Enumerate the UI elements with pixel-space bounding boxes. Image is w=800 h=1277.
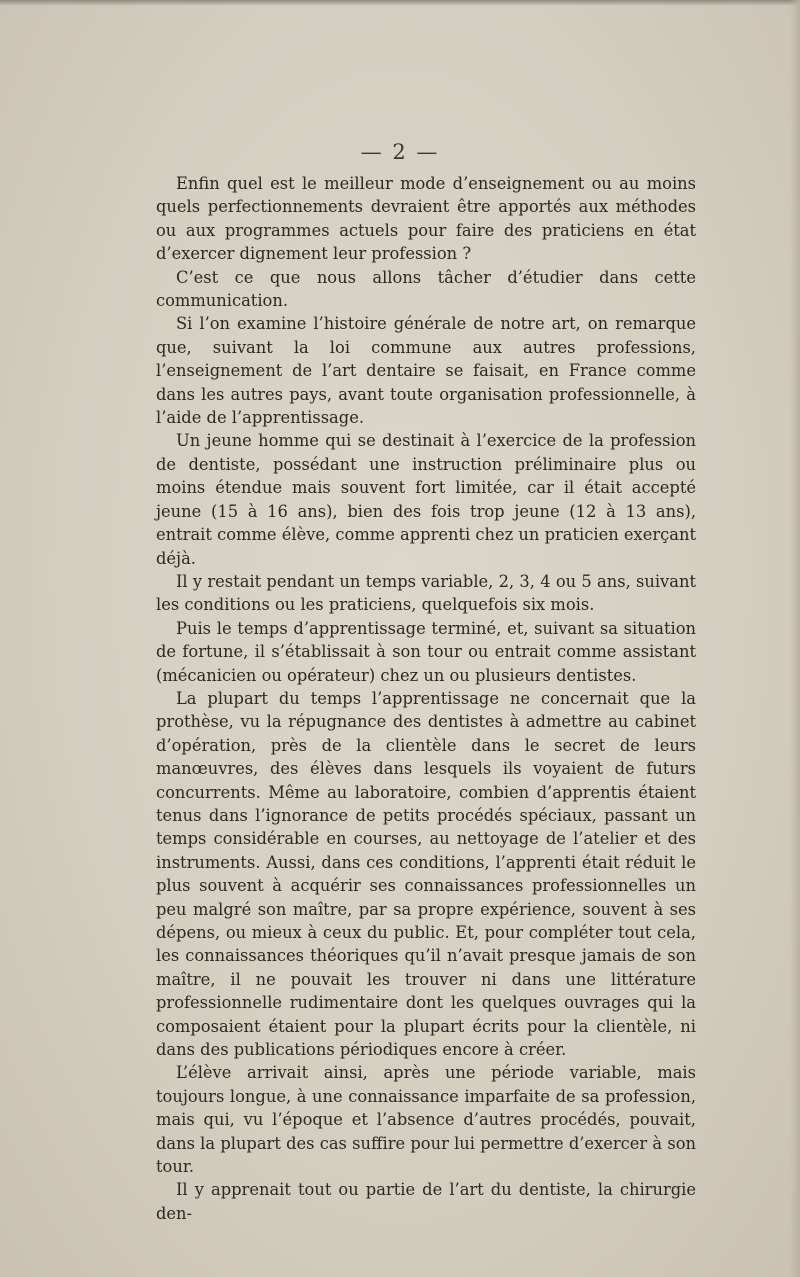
page-right-edge [790,0,800,1277]
paragraph-3: Si l’on examine l’histoire générale de notre art, on remarque que, suivant la loi commune aux autres professions, l’enseignement de l’art dentaire se faisait, en France comme dans les autres pays, avant toute organisation professionnelle, à l’aide de l’apprentissage. [156,314,696,428]
paragraph-7: La plupart du temps l’apprentissage ne concernait que la prothèse, vu la répugnance des dentistes à admettre au cabinet d’opération, près de la clientèle dans le secret de leurs manœuvres, des élèves dans lesquels ils voyaient de futurs concurrents. Même au laboratoire, combien d’apprentis étaient tenus dans l’ignorance de petits procédés spéciaux, passant un temps considérable en courses, au nettoyage de l’atelier et des instruments. Aussi, dans ces conditions, l’apprenti était réduit le plus souvent à acquérir ses connaissances professionnelles un peu malgré son maître, par sa propre expérience, souvent à ses dépens, ou mieux à ceux du public. Et, pour compléter tout cela, les connaissances théoriques qu’il n’avait presque jamais de son maître, il ne pouvait les trouver ni dans une littérature professionnelle rudimentaire dont les quelques ouvrages qui la composaient étaient pour la plupart écrits pour la clientèle, ni dans des publications périodiques encore à créer. [156,688,696,1060]
paragraph-2: C’est ce que nous allons tâcher d’étudier dans cette communication. [156,267,696,311]
body-text [156,172,696,1225]
paragraph-9: Il y apprenait tout ou partie de l’art du dentiste, la chirurgie den- [156,1180,696,1223]
paragraph-8: L’élève arrivait ainsi, après une période variable, mais toujours longue, à une connaissance imparfaite de sa profession, mais qui, vu l’époque et l’absence d’autres procédés, pouvait, dans la plupart des cas suffire pour lui permettre d’exercer à son tour. [156,1063,696,1177]
paragraph-6: Puis le temps d’apprentissage terminé, et, suivant sa situation de fortune, il s’établissait à son tour ou entrait comme assistant (mécanicien ou opérateur) chez un ou plusieurs dentistes. [156,618,696,685]
paragraph-1: Enfin quel est le meilleur mode d’enseignement ou au moins quels perfectionnements devraient être apportés aux méthodes ou aux programmes actuels pour faire des praticiens en état d’exercer dignement leur profession ? [156,174,696,264]
paragraph-5: Il y restait pendant un temps variable, 2, 3, 4 ou 5 ans, suivant les conditions ou les praticiens, quelquefois six mois. [156,571,696,615]
paragraph-4: Un jeune homme qui se destinait à l’exercice de la profession de dentiste, possédant une instruction préliminaire plus ou moins étendue mais souvent fort limitée, car il était accepté jeune (15 à 16 ans), bien des fois trop jeune (12 à 13 ans), entrait comme élève, comme apprenti chez un praticien exerçant déjà. [156,431,696,568]
page-top-edge [0,0,800,6]
page-number: — 2 — [360,140,440,164]
